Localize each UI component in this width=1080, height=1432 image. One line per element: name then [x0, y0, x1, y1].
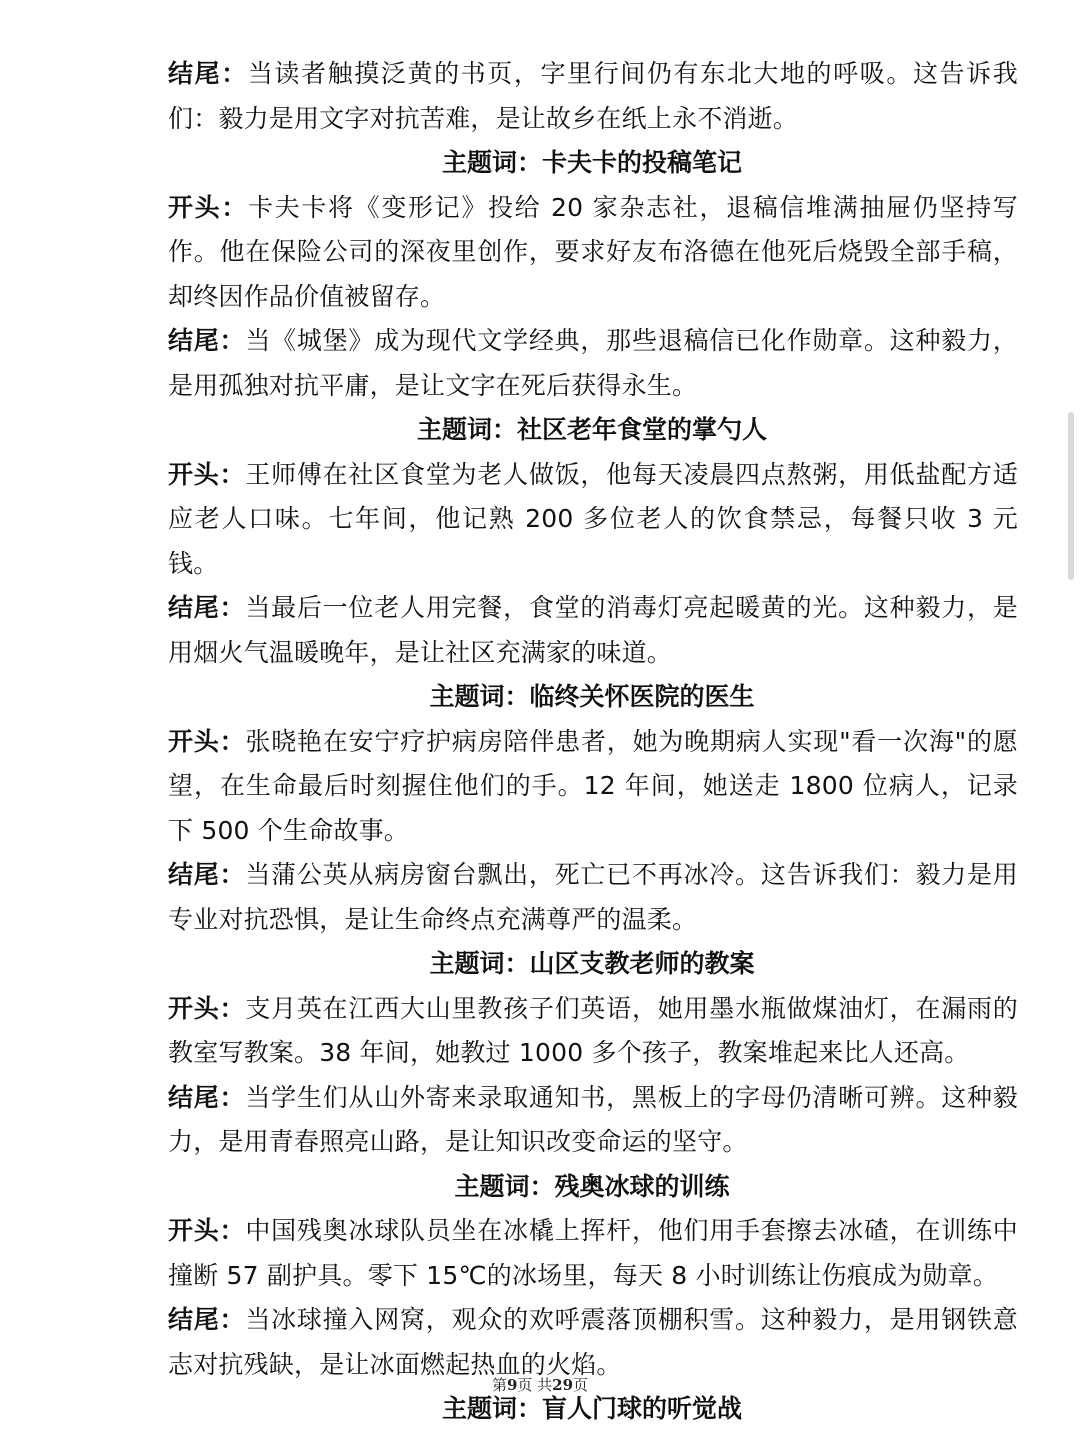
opening-text: 支月英在江西大山里教孩子们英语，她用墨水瓶做煤油灯，在漏雨的教室写教案。38 年间，她教过 1000 多个孩子，教案堆起来比人还高。: [168, 993, 1018, 1067]
opening-text: 王师傅在社区食堂为老人做饭，他每天凌晨四点熬粥，用低盐配方适应老人口味。七年间，他记熟 200 多位老人的饮食禁忌，每餐只收 3 元钱。: [168, 459, 1018, 578]
ending-label: 结尾：: [168, 326, 246, 355]
topic-prefix: 主题词：: [441, 148, 542, 177]
topic-prefix: 主题词：: [454, 1171, 555, 1201]
topic-prefix: 主题词：: [441, 1394, 542, 1423]
opening-text: 张晓艳在安宁疗护病房陪伴患者，她为晚期病人实现"看一次海"的愿望，在生命最后时刻握住他们的手。12 年间，她送走 1800 位病人，记录下 500 个生命故事。: [168, 726, 1018, 845]
ending-text: 当《城堡》成为现代文学经典，那些退稿信已化作勋章。这种毅力，是用孤独对抗平庸，是让文字在死后获得永生。: [168, 326, 1018, 400]
ending-label: 结尾：: [168, 860, 246, 889]
ending-label: 结尾：: [168, 59, 248, 88]
ending-text: 当最后一位老人用完餐，食堂的消毒灯亮起暖黄的光。这种毅力，是用烟火气温暖晚年，是让社区充满家的味道。: [168, 593, 1018, 667]
ending-paragraph: [168, 319, 1018, 408]
topic-prefix: 主题词：: [416, 415, 517, 444]
opening-label: 开头：: [168, 459, 246, 489]
page-number: 9: [506, 1376, 518, 1394]
topic-title: 临终关怀医院的医生: [529, 682, 755, 711]
page-prefix: 第: [491, 1376, 507, 1394]
opening-label: 开头：: [168, 1216, 246, 1245]
opening-text: 卡夫卡将《变形记》投给 20 家杂志社，退稿信堆满抽屉仍坚持写作。他在保险公司的深夜里创作，要求好友布洛德在他死后烧毁全部手稿，却终因作品价值被留存。: [168, 192, 1018, 311]
topic-heading: [168, 942, 1018, 987]
topic-title: 残奥冰球的训练: [554, 1171, 730, 1201]
topic-prefix: 主题词：: [429, 682, 530, 711]
ending-text: 当冰球撞入网窝，观众的欢呼震落顶棚积雪。这种毅力，是用钢铁意志对抗残缺，是让冰面燃起热血的火焰。: [168, 1305, 1018, 1379]
opening-text: 中国残奥冰球队员坐在冰橇上挥杆，他们用手套擦去冰碴，在训练中撞断 57 副护具。零下 15℃的冰场里，每天 8 小时训练让伤痕成为勋章。: [168, 1216, 1018, 1290]
topic-heading: [168, 141, 1018, 186]
opening-paragraph: [168, 987, 1018, 1076]
ending-label: 结尾：: [168, 593, 246, 622]
topic-heading: [168, 1165, 1018, 1210]
document-page: [168, 52, 1018, 1432]
topic-title: 社区老年食堂的掌勺人: [517, 415, 768, 444]
ending-paragraph: [168, 853, 1018, 942]
opening-label: 开头：: [168, 993, 246, 1023]
page-suffix: 页: [573, 1376, 589, 1394]
opening-paragraph: [168, 1209, 1018, 1298]
scrollbar-thumb[interactable]: [1068, 412, 1074, 580]
topic-prefix: 主题词：: [429, 949, 530, 978]
page-footer: [0, 1374, 1080, 1395]
opening-label: 开头：: [168, 192, 249, 222]
opening-paragraph: [168, 186, 1018, 320]
ending-text: 当学生们从山外寄来录取通知书，黑板上的字母仍清晰可辨。这种毅力，是用青春照亮山路，是让知识改变命运的坚守。: [168, 1082, 1018, 1156]
ending-text: 当读者触摸泛黄的书页，字里行间仍有东北大地的呼吸。这告诉我们：毅力是用文字对抗苦难，是让故乡在纸上永不消逝。: [168, 59, 1018, 133]
topic-title: 山区支教老师的教案: [529, 949, 755, 978]
ending-label: 结尾：: [168, 1305, 246, 1334]
topic-title: 盲人门球的听觉战: [542, 1394, 743, 1423]
opening-paragraph: [168, 453, 1018, 587]
page-mid: 页 共: [517, 1376, 553, 1394]
ending-paragraph: [168, 586, 1018, 675]
opening-label: 开头：: [168, 726, 246, 756]
intro-ending-paragraph: [168, 52, 1018, 141]
topic-heading: [168, 408, 1018, 453]
topic-heading: [168, 675, 1018, 720]
opening-paragraph: [168, 720, 1018, 854]
page-total: 29: [552, 1376, 574, 1394]
ending-label: 结尾：: [168, 1082, 246, 1112]
topic-title: 卡夫卡的投稿笔记: [542, 148, 743, 177]
ending-paragraph: [168, 1076, 1018, 1165]
ending-text: 当蒲公英从病房窗台飘出，死亡已不再冰冷。这告诉我们：毅力是用专业对抗恐惧，是让生命终点充满尊严的温柔。: [168, 860, 1018, 934]
